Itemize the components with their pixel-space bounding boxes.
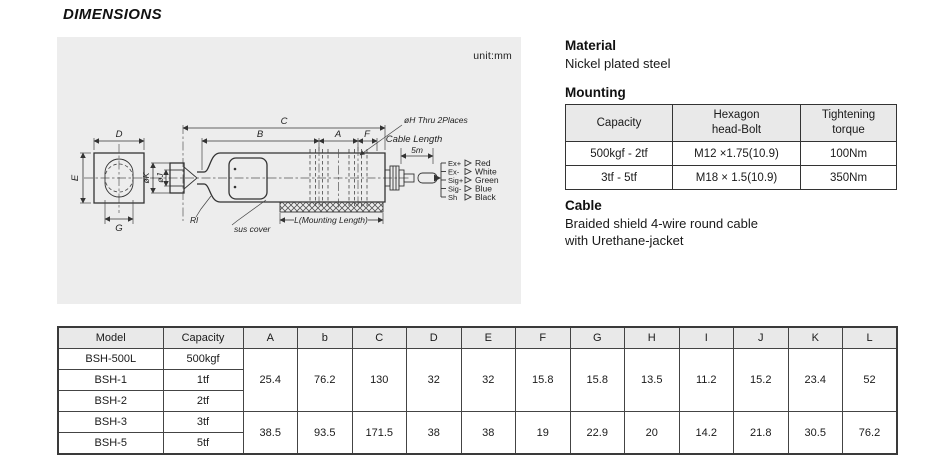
mounting-holes bbox=[310, 147, 367, 208]
dim-value-cell: 25.4 bbox=[243, 349, 298, 412]
bolt-cell: M12 ×1.75(10.9) bbox=[673, 142, 801, 166]
header-i: I bbox=[679, 327, 734, 349]
dim-value-cell: 14.2 bbox=[679, 412, 734, 455]
header-k: K bbox=[788, 327, 843, 349]
header-capacity: Capacity bbox=[163, 327, 243, 349]
dim-value-cell: 19 bbox=[516, 412, 571, 455]
dim-value-cell: 32 bbox=[461, 349, 516, 412]
dim-label-f: F bbox=[364, 129, 370, 140]
dim-label-dia-j: øJ bbox=[155, 173, 165, 183]
capacity-cell: 500kgf bbox=[163, 349, 243, 370]
cable-assembly bbox=[385, 134, 442, 190]
wire-color: Black bbox=[475, 192, 496, 202]
torque-cell: 350Nm bbox=[801, 166, 897, 190]
dim-value-cell: 15.8 bbox=[516, 349, 571, 412]
wire-color: White bbox=[475, 166, 497, 177]
dim-value-cell: 15.2 bbox=[734, 349, 789, 412]
dim-label-g: G bbox=[115, 223, 123, 234]
header-b: b bbox=[298, 327, 353, 349]
header-l: L bbox=[843, 327, 898, 349]
capacity-cell: 3tf bbox=[163, 412, 243, 433]
wire-arrow-icon bbox=[465, 194, 471, 200]
wire-color: Blue bbox=[475, 183, 493, 194]
dim-value-cell: 38 bbox=[461, 412, 516, 455]
dim-value-cell: 171.5 bbox=[352, 412, 407, 455]
header-e: E bbox=[461, 327, 516, 349]
capacity-cell: 500kgf - 2tf bbox=[566, 142, 673, 166]
unit-label: unit:mm bbox=[473, 50, 512, 62]
capacity-cell: 5tf bbox=[163, 433, 243, 455]
header-h: H bbox=[625, 327, 680, 349]
mounting-row bbox=[566, 142, 897, 166]
wire-legend bbox=[441, 158, 499, 202]
wire-signal: Sig- bbox=[448, 184, 462, 194]
model-cell: BSH-5 bbox=[58, 433, 163, 455]
wire-signal: Sh bbox=[448, 193, 458, 202]
dim-value-cell: 130 bbox=[352, 349, 407, 412]
dim-label-c: C bbox=[280, 116, 288, 127]
header-d: D bbox=[407, 327, 462, 349]
header-f: F bbox=[516, 327, 571, 349]
dim-label-d: D bbox=[115, 129, 123, 140]
dimensions-table bbox=[57, 326, 898, 455]
cable-description-line2: with Urethane-jacket bbox=[565, 233, 684, 248]
dim-label-b: B bbox=[256, 129, 264, 140]
torque-cell: 100Nm bbox=[801, 142, 897, 166]
mounting-length-label: L(Mounting Length) bbox=[294, 215, 368, 225]
radius-callout: Rl bbox=[190, 215, 199, 225]
dim-value-cell: 93.5 bbox=[298, 412, 353, 455]
wire-arrow-icon bbox=[465, 177, 471, 183]
wire-arrow-icon bbox=[465, 169, 471, 175]
dim-value-cell: 20 bbox=[625, 412, 680, 455]
wire-arrow-icon bbox=[465, 160, 471, 166]
bolt-cell: M18 × 1.5(10.9) bbox=[673, 166, 801, 190]
wire-arrow-icon bbox=[465, 186, 471, 192]
wire-color: Red bbox=[475, 158, 491, 168]
dim-value-cell: 30.5 bbox=[788, 412, 843, 455]
mounting-col-torque: Tightening torque bbox=[801, 105, 897, 142]
cable-length-label: Cable Length bbox=[385, 134, 443, 145]
cover-callout: sus cover bbox=[234, 224, 271, 234]
model-cell: BSH-500L bbox=[58, 349, 163, 370]
cable-heading: Cable bbox=[565, 198, 602, 213]
capacity-cell: 1tf bbox=[163, 370, 243, 391]
wire-color: Green bbox=[475, 175, 499, 185]
table-row bbox=[58, 412, 897, 433]
model-cell: BSH-3 bbox=[58, 412, 163, 433]
wire-signal: Ex+ bbox=[448, 159, 462, 168]
hole-callout: øH Thru 2Places bbox=[404, 115, 468, 125]
cable-description-line1: Braided shield 4-wire round cable bbox=[565, 216, 758, 231]
cable-length-value: 5m bbox=[411, 145, 423, 155]
spec-column bbox=[565, 38, 905, 249]
wire-signal: Sig+ bbox=[448, 176, 464, 185]
dim-label-a: A bbox=[334, 129, 342, 140]
dim-value-cell: 32 bbox=[407, 349, 462, 412]
mounting-table bbox=[565, 104, 897, 190]
mounting-heading: Mounting bbox=[565, 85, 626, 100]
capacity-cell: 2tf bbox=[163, 391, 243, 412]
model-cell: BSH-2 bbox=[58, 391, 163, 412]
wire-signal: Ex- bbox=[448, 167, 460, 177]
header-model: Model bbox=[58, 327, 163, 349]
dim-label-dia-k: øK bbox=[141, 172, 151, 184]
header-g: G bbox=[570, 327, 625, 349]
dim-value-cell: 21.8 bbox=[734, 412, 789, 455]
dim-value-cell: 76.2 bbox=[298, 349, 353, 412]
dim-value-cell: 38 bbox=[407, 412, 462, 455]
dim-label-e: E bbox=[70, 174, 81, 182]
dim-value-cell: 13.5 bbox=[625, 349, 680, 412]
dim-value-cell: 76.2 bbox=[843, 412, 898, 455]
dim-value-cell: 15.8 bbox=[570, 349, 625, 412]
header-c: C bbox=[352, 327, 407, 349]
dimensions-header-row bbox=[58, 327, 897, 349]
dim-value-cell: 11.2 bbox=[679, 349, 734, 412]
load-cell-technical-drawing bbox=[57, 37, 521, 304]
dim-value-cell: 23.4 bbox=[788, 349, 843, 412]
dimension-drawing-panel bbox=[57, 37, 521, 304]
header-j: J bbox=[734, 327, 789, 349]
capacity-cell: 3tf - 5tf bbox=[566, 166, 673, 190]
material-heading: Material bbox=[565, 38, 617, 53]
page-title: DIMENSIONS bbox=[63, 6, 163, 23]
dim-value-cell: 22.9 bbox=[570, 412, 625, 455]
model-cell: BSH-1 bbox=[58, 370, 163, 391]
header-a: A bbox=[243, 327, 298, 349]
mounting-col-bolt: Hexagon head-Bolt bbox=[673, 105, 801, 142]
mounting-header-row bbox=[566, 105, 897, 142]
mounting-row bbox=[566, 166, 897, 190]
material-value: Nickel plated steel bbox=[565, 56, 671, 71]
table-row bbox=[58, 349, 897, 370]
dim-value-cell: 38.5 bbox=[243, 412, 298, 455]
mounting-col-capacity: Capacity bbox=[566, 105, 673, 142]
dim-value-cell: 52 bbox=[843, 349, 898, 412]
